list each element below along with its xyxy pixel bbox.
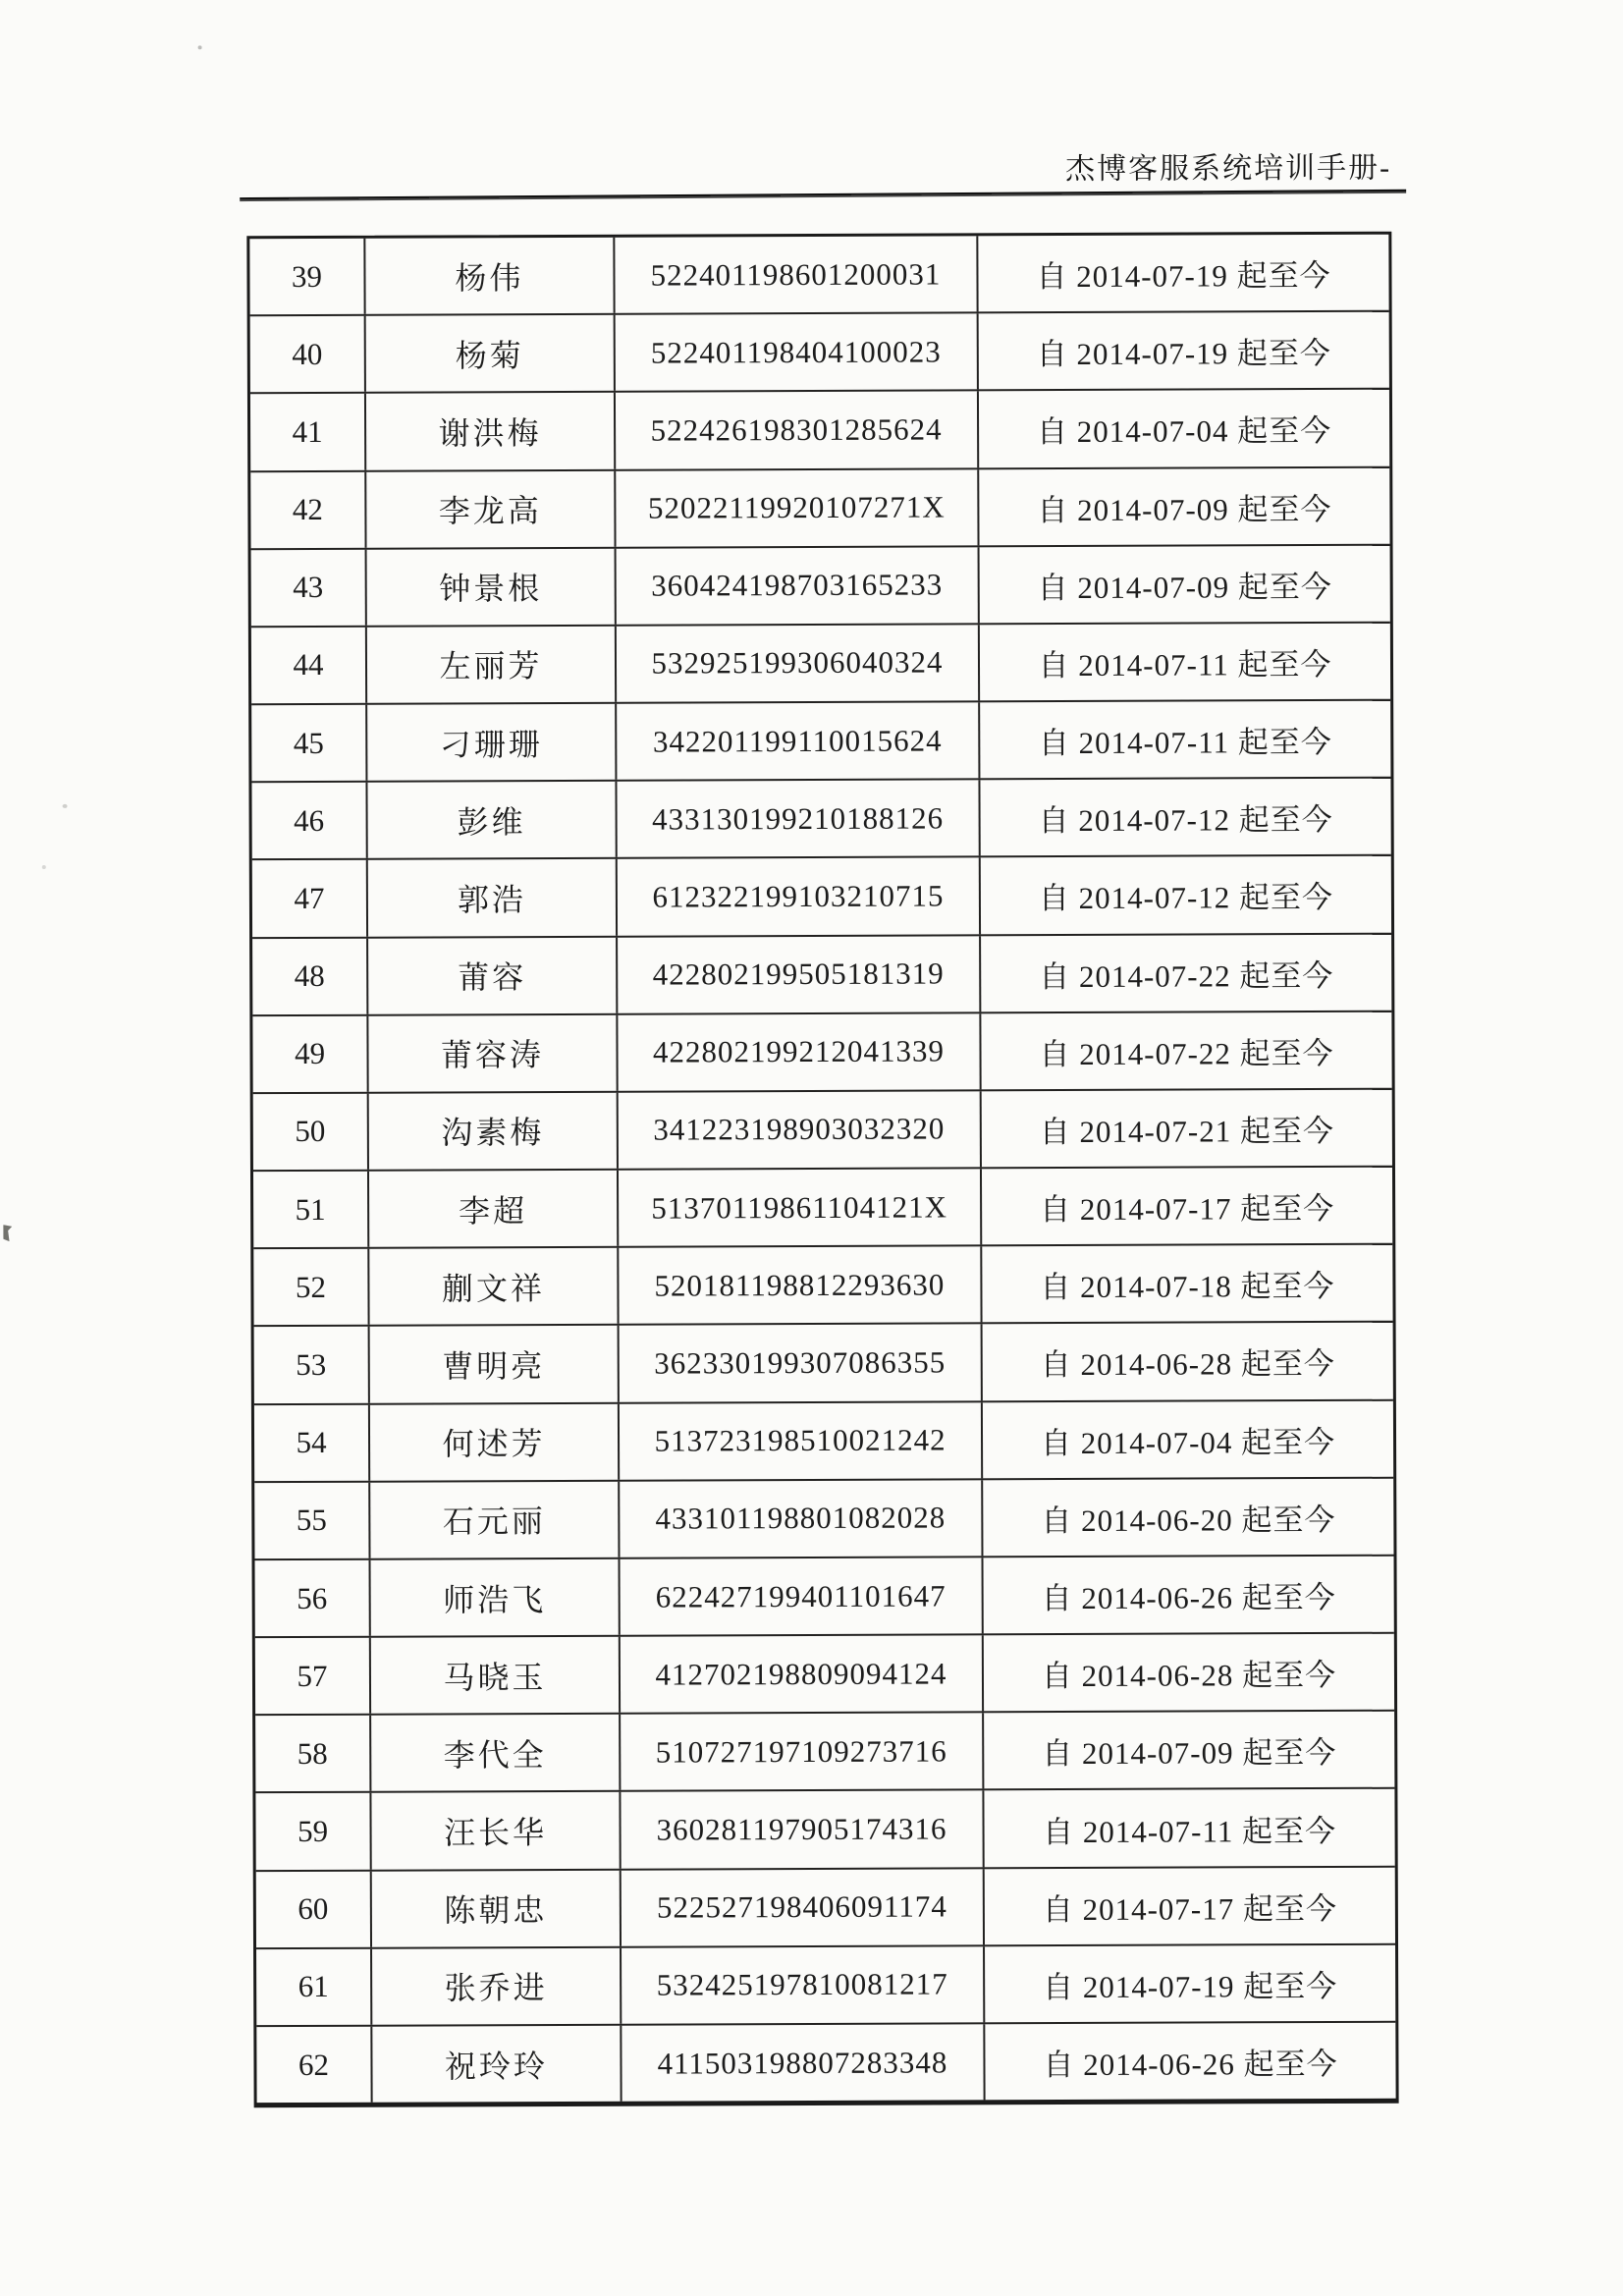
table-row xyxy=(254,1555,1393,1637)
cell-employment-period: 自 2014-07-19 起至今 xyxy=(977,312,1389,390)
cell-row-number: 40 xyxy=(292,336,323,371)
cell-employment-period: 自 2014-07-18 起至今 xyxy=(980,1245,1392,1323)
table-row xyxy=(256,2021,1395,2104)
cell-employment-period: 自 2014-06-26 起至今 xyxy=(983,2023,1395,2101)
cell-id-number: 532925199306040324 xyxy=(615,625,978,702)
cell-row-number: 53 xyxy=(296,1346,327,1383)
cell-row-number: 49 xyxy=(294,1036,326,1071)
scan-speck xyxy=(198,45,202,49)
table-row xyxy=(251,699,1390,782)
cell-row-number: 56 xyxy=(297,1580,328,1615)
cell-id-number: 411503198807283348 xyxy=(620,2024,983,2102)
cell-id-number: 342201199110015624 xyxy=(615,702,978,780)
cell-employment-period: 自 2014-07-12 起至今 xyxy=(979,856,1391,934)
table-row xyxy=(254,1398,1393,1481)
cell-employee-name: 马晓玉 xyxy=(369,1637,619,1714)
cell-id-number: 433130199210188126 xyxy=(615,781,978,858)
cell-id-number: 433101198801082028 xyxy=(618,1480,981,1558)
cell-employment-period: 自 2014-07-11 起至今 xyxy=(982,1789,1394,1867)
cell-employment-period: 自 2014-07-17 起至今 xyxy=(980,1168,1392,1245)
cell-employee-name: 谢洪梅 xyxy=(364,393,614,469)
cell-id-number: 51370119861104121X xyxy=(617,1169,980,1246)
cell-employment-period: 自 2014-07-19 起至今 xyxy=(983,1945,1395,2023)
cell-employment-period: 自 2014-07-04 起至今 xyxy=(977,390,1389,467)
table-row xyxy=(255,1710,1394,1792)
table-row xyxy=(252,1010,1391,1092)
cell-employee-name: 杨伟 xyxy=(363,238,613,314)
cell-employee-name: 张乔进 xyxy=(370,1948,620,2025)
cell-employee-name: 祝玲玲 xyxy=(370,2026,620,2103)
cell-employee-name: 李超 xyxy=(367,1171,617,1247)
cell-employment-period: 自 2014-07-12 起至今 xyxy=(978,779,1390,856)
scan-artifact-mark xyxy=(3,1225,12,1241)
table-row xyxy=(254,1476,1393,1558)
cell-employment-period: 自 2014-06-20 起至今 xyxy=(981,1478,1393,1556)
page-header-title: 杰博客服系统培训手册- xyxy=(1065,151,1392,187)
table-row xyxy=(251,622,1390,704)
cell-employment-period: 自 2014-07-09 起至今 xyxy=(978,545,1390,623)
cell-id-number: 412702198809094124 xyxy=(619,1635,982,1713)
cell-employment-period: 自 2014-07-22 起至今 xyxy=(979,1011,1391,1089)
table-row xyxy=(255,1632,1394,1715)
cell-employee-name: 莆容涛 xyxy=(366,1014,616,1091)
cell-id-number: 360424198703165233 xyxy=(615,547,978,625)
cell-employment-period: 自 2014-07-19 起至今 xyxy=(976,235,1388,312)
cell-employee-name: 李龙高 xyxy=(364,470,614,547)
cell-row-number: 39 xyxy=(291,258,323,294)
cell-employment-period: 自 2014-07-22 起至今 xyxy=(979,934,1391,1011)
table-row xyxy=(253,1088,1392,1171)
cell-employee-name: 刁珊珊 xyxy=(365,704,615,781)
cell-row-number: 42 xyxy=(292,492,323,527)
cell-employee-name: 彭维 xyxy=(365,782,615,858)
table-row xyxy=(251,777,1390,859)
cell-row-number: 46 xyxy=(294,802,325,838)
cell-row-number: 60 xyxy=(298,1891,329,1927)
cell-row-number: 47 xyxy=(294,880,325,915)
cell-id-number: 622427199401101647 xyxy=(619,1558,982,1635)
cell-row-number: 51 xyxy=(295,1191,326,1227)
table-row xyxy=(252,854,1391,937)
table-row xyxy=(250,310,1389,393)
cell-id-number: 513723198510021242 xyxy=(618,1402,981,1480)
cell-row-number: 45 xyxy=(293,725,324,760)
cell-employment-period: 自 2014-07-21 起至今 xyxy=(980,1090,1392,1168)
cell-row-number: 61 xyxy=(298,1969,329,2004)
cell-employee-name: 陈朝忠 xyxy=(370,1870,620,1946)
cell-employee-name: 李代全 xyxy=(369,1715,619,1791)
cell-employee-name: 郭浩 xyxy=(366,859,616,936)
cell-employment-period: 自 2014-07-11 起至今 xyxy=(978,701,1390,779)
cell-id-number: 522401198404100023 xyxy=(614,314,977,392)
table-row xyxy=(250,465,1389,548)
cell-row-number: 54 xyxy=(296,1425,327,1460)
cell-row-number: 58 xyxy=(297,1735,328,1771)
table-row xyxy=(250,388,1389,470)
cell-employment-period: 自 2014-06-28 起至今 xyxy=(981,1323,1393,1400)
cell-employee-name: 蒯文祥 xyxy=(367,1248,617,1325)
table-row xyxy=(252,932,1391,1014)
table-row xyxy=(253,1243,1392,1326)
cell-row-number: 48 xyxy=(294,958,325,994)
cell-employee-name: 杨菊 xyxy=(364,315,614,392)
header-rule xyxy=(240,190,1406,201)
cell-employee-name: 石元丽 xyxy=(368,1482,618,1558)
cell-employment-period: 自 2014-07-04 起至今 xyxy=(981,1400,1393,1478)
table-row xyxy=(256,1943,1395,2026)
cell-id-number: 422802199212041339 xyxy=(616,1013,979,1091)
cell-row-number: 43 xyxy=(293,570,324,605)
employee-roster-table xyxy=(246,232,1398,2107)
cell-id-number: 522426198301285624 xyxy=(614,392,977,469)
cell-row-number: 41 xyxy=(292,413,323,449)
cell-row-number: 52 xyxy=(295,1269,327,1304)
cell-id-number: 532425197810081217 xyxy=(620,1946,983,2024)
table-row xyxy=(253,1166,1392,1248)
cell-id-number: 520181198812293630 xyxy=(617,1247,980,1325)
cell-row-number: 59 xyxy=(297,1813,329,1849)
cell-employee-name: 钟景根 xyxy=(365,548,615,625)
cell-id-number: 510727197109273716 xyxy=(619,1714,982,1791)
table-row xyxy=(249,235,1388,315)
cell-id-number: 522401198601200031 xyxy=(613,236,976,313)
cell-id-number: 522527198406091174 xyxy=(620,1869,983,1946)
table-row xyxy=(254,1321,1393,1403)
cell-employee-name: 曹明亮 xyxy=(368,1326,618,1402)
cell-id-number: 422802199505181319 xyxy=(616,936,979,1013)
cell-employee-name: 莆容 xyxy=(366,937,616,1013)
cell-employment-period: 自 2014-07-09 起至今 xyxy=(977,467,1389,545)
cell-id-number: 341223198903032320 xyxy=(617,1091,980,1169)
cell-employment-period: 自 2014-07-09 起至今 xyxy=(982,1712,1394,1789)
cell-employee-name: 汪长华 xyxy=(369,1792,619,1869)
cell-employment-period: 自 2014-07-11 起至今 xyxy=(978,624,1390,701)
cell-row-number: 50 xyxy=(295,1114,326,1149)
table-row xyxy=(256,1865,1395,1947)
cell-employee-name: 师浩飞 xyxy=(369,1559,619,1636)
cell-row-number: 55 xyxy=(296,1503,327,1538)
cell-id-number: 52022119920107271X xyxy=(614,469,977,547)
cell-employee-name: 何述芳 xyxy=(368,1403,618,1480)
cell-employment-period: 自 2014-06-28 起至今 xyxy=(982,1634,1394,1712)
cell-row-number: 57 xyxy=(297,1658,328,1693)
cell-employee-name: 左丽芳 xyxy=(365,627,615,703)
cell-employment-period: 自 2014-07-17 起至今 xyxy=(983,1867,1395,1944)
scan-speck xyxy=(63,804,68,808)
cell-id-number: 612322199103210715 xyxy=(616,858,979,936)
table-row xyxy=(255,1787,1394,1870)
cell-row-number: 44 xyxy=(293,647,324,683)
cell-employment-period: 自 2014-06-26 起至今 xyxy=(982,1557,1394,1634)
cell-row-number: 62 xyxy=(298,2047,330,2082)
cell-employee-name: 沟素梅 xyxy=(367,1093,617,1170)
cell-id-number: 360281197905174316 xyxy=(619,1791,982,1869)
table-row xyxy=(251,543,1390,626)
scan-speck xyxy=(42,865,46,869)
cell-id-number: 362330199307086355 xyxy=(618,1325,981,1402)
